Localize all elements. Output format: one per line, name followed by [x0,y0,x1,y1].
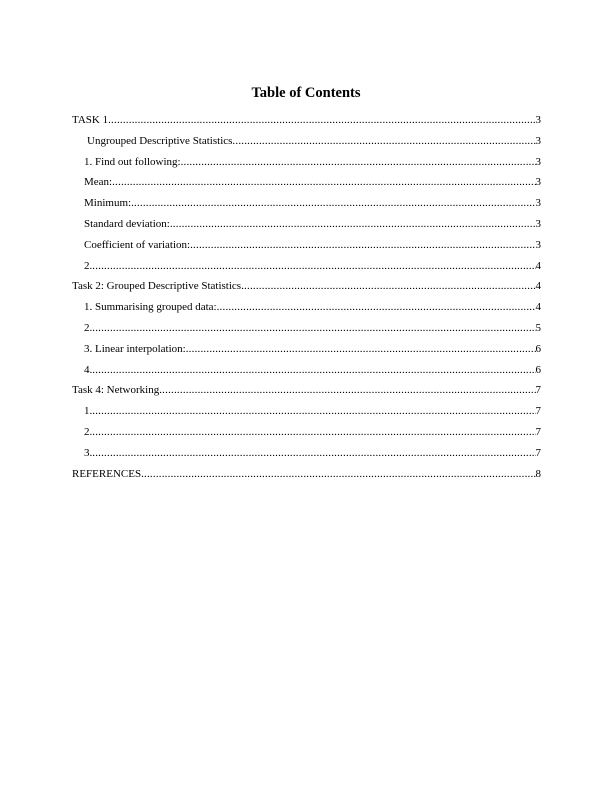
toc-entry-page: 7 [535,446,541,459]
toc-entry-task-1[interactable] [72,114,541,135]
toc-entry-page: 3 [535,155,541,168]
toc-list [72,114,541,488]
toc-entry-label: TASK 1 [72,114,109,126]
toc-entry-label: REFERENCES [72,467,142,480]
toc-entry-task4-item-1[interactable] [72,405,541,426]
toc-entry-label: 3. Linear interpolation: [84,342,186,355]
toc-leader-dots [159,384,535,396]
toc-entry-task2-item-2[interactable] [72,322,541,343]
toc-entry-page: 4 [535,280,541,293]
toc-entry-task4-item-2[interactable] [72,426,541,447]
toc-entry-label: Mean: [84,176,113,189]
toc-entry-task4-item-3[interactable] [72,447,541,468]
toc-entry-label: 2. [84,259,93,272]
toc-entry-label: Coefficient of variation: [84,238,191,251]
toc-entry-find-out-following[interactable] [72,156,541,177]
toc-entry-page: 4 [535,301,541,314]
toc-entry-page: 3 [535,217,541,230]
toc-leader-dots [141,468,535,480]
toc-leader-dots [92,322,535,334]
toc-entry-task-2[interactable] [72,280,541,301]
toc-entry-task-4[interactable] [72,384,541,405]
toc-entry-page: 5 [535,321,541,334]
toc-entry-label: 4. [84,363,93,376]
toc-entry-page: 4 [535,259,541,272]
toc-entry-mean[interactable] [72,176,541,197]
toc-leader-dots [131,197,535,209]
toc-entry-page: 7 [535,405,541,418]
toc-entry-label: 1. [84,405,93,418]
toc-entry-page: 3 [535,134,541,147]
toc-leader-dots [170,218,536,230]
toc-leader-dots [181,156,536,168]
toc-entry-ungrouped-descriptive-statistics[interactable] [72,135,541,156]
toc-entry-task2-item-4[interactable] [72,364,541,385]
toc-leader-dots [232,135,535,147]
toc-leader-dots [92,447,535,459]
toc-entry-references[interactable] [72,468,541,489]
toc-entry-page: 8 [535,467,541,480]
toc-entry-minimum[interactable] [72,197,541,218]
toc-entry-linear-interpolation[interactable] [72,343,541,364]
toc-leader-dots [92,405,535,417]
toc-entry-label: Ungrouped Descriptive Statistics [87,134,233,147]
toc-entry-page: 3 [535,238,541,251]
toc-entry-task1-item-2[interactable] [72,260,541,281]
toc-leader-dots [112,176,535,188]
toc-leader-dots [92,260,535,272]
toc-entry-coefficient-of-variation[interactable] [72,239,541,260]
toc-entry-label: Minimum: [84,197,132,210]
toc-entry-label: 2. [84,425,93,438]
toc-entry-page: 6 [535,342,541,355]
toc-leader-dots [92,426,535,438]
toc-entry-label: 1. Find out following: [84,155,181,168]
toc-leader-dots [241,280,535,292]
toc-entry-label: 3. [84,446,93,459]
toc-entry-summarising-grouped-data[interactable] [72,301,541,322]
toc-entry-label: Standard deviation: [84,217,170,230]
toc-entry-page: 3 [535,176,541,189]
toc-entry-label: 1. Summarising grouped data: [84,301,217,314]
toc-entry-standard-deviation[interactable] [72,218,541,239]
toc-entry-page: 3 [535,197,541,210]
toc-leader-dots [186,343,536,355]
toc-entry-page: 3 [535,114,541,126]
toc-entry-page: 7 [535,425,541,438]
toc-leader-dots [108,114,535,126]
toc-leader-dots [190,239,535,251]
toc-entry-label: Task 2: Grouped Descriptive Statistics [72,280,242,293]
toc-entry-label: 2. [84,321,93,334]
toc-leader-dots [217,301,536,313]
toc-entry-page: 7 [535,384,541,397]
toc-leader-dots [92,364,535,376]
toc-entry-label: Task 4: Networking [72,384,160,397]
toc-entry-page: 6 [535,363,541,376]
toc-title: Table of Contents [251,85,361,101]
